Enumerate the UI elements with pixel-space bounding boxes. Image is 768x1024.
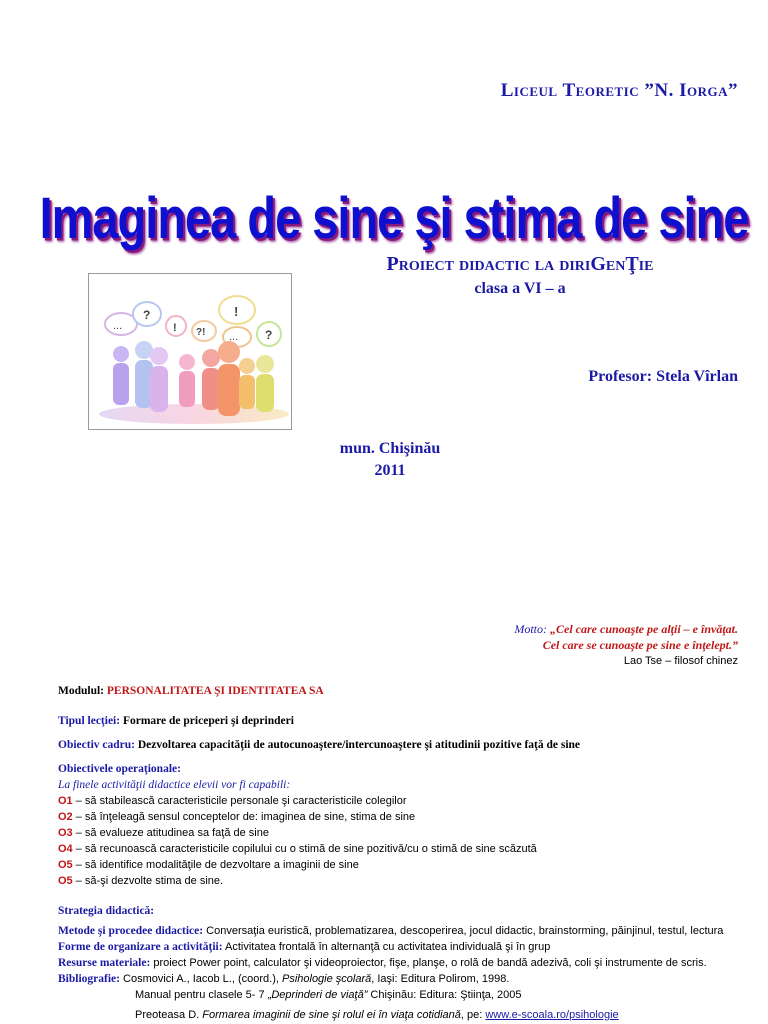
svg-text:?: ?: [143, 308, 151, 322]
people-illustration: [88, 273, 292, 430]
project-heading: Proiect didactic la diriGenŢie: [386, 253, 654, 275]
metode-line: Metode şi procedee didactice: Conversaţia euristică, problematizarea, descoperirea, jocul didactic, brainstorming, păinjinul, testul, lectura: [58, 925, 724, 937]
objective-item: O5 – să identifice modalităţile de dezvoltare a imaginii de sine: [58, 859, 359, 871]
objective-item: O2 – să înţeleagă sensul conceptelor de: imaginea de sine, stima de sine: [58, 811, 416, 823]
operationale-title: Obiectivele operaţionale:: [58, 763, 181, 775]
modul-value: PERSONALITATEA ŞI IDENTITATEA SA: [106, 685, 324, 697]
obiectiv-value: Dezvoltarea capacităţii de autocunoaştere/intercunoaştere şi atitudinii pozitive faţă de sine: [137, 739, 581, 751]
motto-line-1: „Cel care cunoaşte pe alţii – e învăţat.: [550, 622, 738, 636]
strategia-title: Strategia didactică:: [58, 905, 155, 917]
svg-text:?: ?: [265, 328, 273, 342]
year: 2011: [374, 462, 406, 479]
teacher-name: Profesor: Stela Vîrlan: [588, 368, 738, 385]
document-title: Imaginea de sine şi stima de sine: [39, 184, 749, 251]
city: mun. Chişinău: [339, 440, 441, 457]
modul-label: Modulul:: [58, 685, 105, 697]
school-name: Liceul Teoretic ”N. Iorga”: [500, 80, 738, 101]
lesson-details: [58, 683, 758, 1023]
objective-item: O3 – să evalueze atitudinea sa faţă de sine: [58, 827, 269, 839]
resurse-line: Resurse materiale: proiect Power point, calculator şi videoproiector, fişe, planşe, o rolă de bandă adezivă, coli şi instrumente de scris.: [58, 957, 707, 969]
svg-text:?!: ?!: [196, 327, 206, 338]
grade-label: clasa a VI – a: [474, 280, 566, 297]
tip-label: Tipul lecţiei:: [58, 715, 121, 727]
bibliografie-item: Manual pentru clasele 5- 7 „Deprinderi de viaţă” Chişinău: Editura: Ştiinţa, 2005: [135, 989, 522, 1001]
motto-block: [514, 621, 738, 669]
motto-line-2: Cel care se cunoaşte pe sine e înţelept.”: [542, 638, 738, 652]
objective-item: O5 – să-şi dezvolte stima de sine.: [58, 875, 224, 887]
operationale-intro: La finele activităţii didactice elevii vor fi capabili:: [58, 779, 291, 791]
forme-line: Forme de organizare a activităţii: Activitatea frontală în alternanţă cu activitatea individuală şi în grup: [58, 941, 551, 953]
bibliografie-item: Preoteasa D. Formarea imaginii de sine şi rolul ei în viaţa cotidiană, pe: www.e-scoala.ro/psihologie: [135, 1009, 619, 1021]
svg-text:!: !: [173, 322, 177, 334]
motto-label: Motto:: [514, 622, 548, 636]
city-year: [300, 438, 480, 482]
bibliografie-line: Bibliografie: Cosmovici A., Iacob L., (coord.), Psihologie şcolară, Iaşi: Editura Polirom, 1998.: [58, 973, 510, 985]
motto-author: Lao Tse – filosof chinez: [623, 655, 738, 667]
objective-item: O4 – să recunoască caracteristicile copilului cu o stimă de sine pozitivă/cu o stimă de sine scăzută: [58, 843, 537, 855]
svg-text:!: !: [234, 304, 239, 319]
obiectiv-label: Obiectiv cadru:: [58, 739, 135, 751]
psihologie-link[interactable]: www.e-scoala.ro/psihologie: [485, 1009, 619, 1021]
tip-value: Formare de priceperi şi deprinderi: [122, 715, 294, 727]
people-speech-bubbles-image: [89, 274, 291, 429]
objective-item: O1 – să stabilească caracteristicile personale şi caracteristicile colegilor: [58, 795, 407, 807]
svg-text:...: ...: [113, 320, 123, 332]
svg-text:...: ...: [229, 331, 239, 343]
